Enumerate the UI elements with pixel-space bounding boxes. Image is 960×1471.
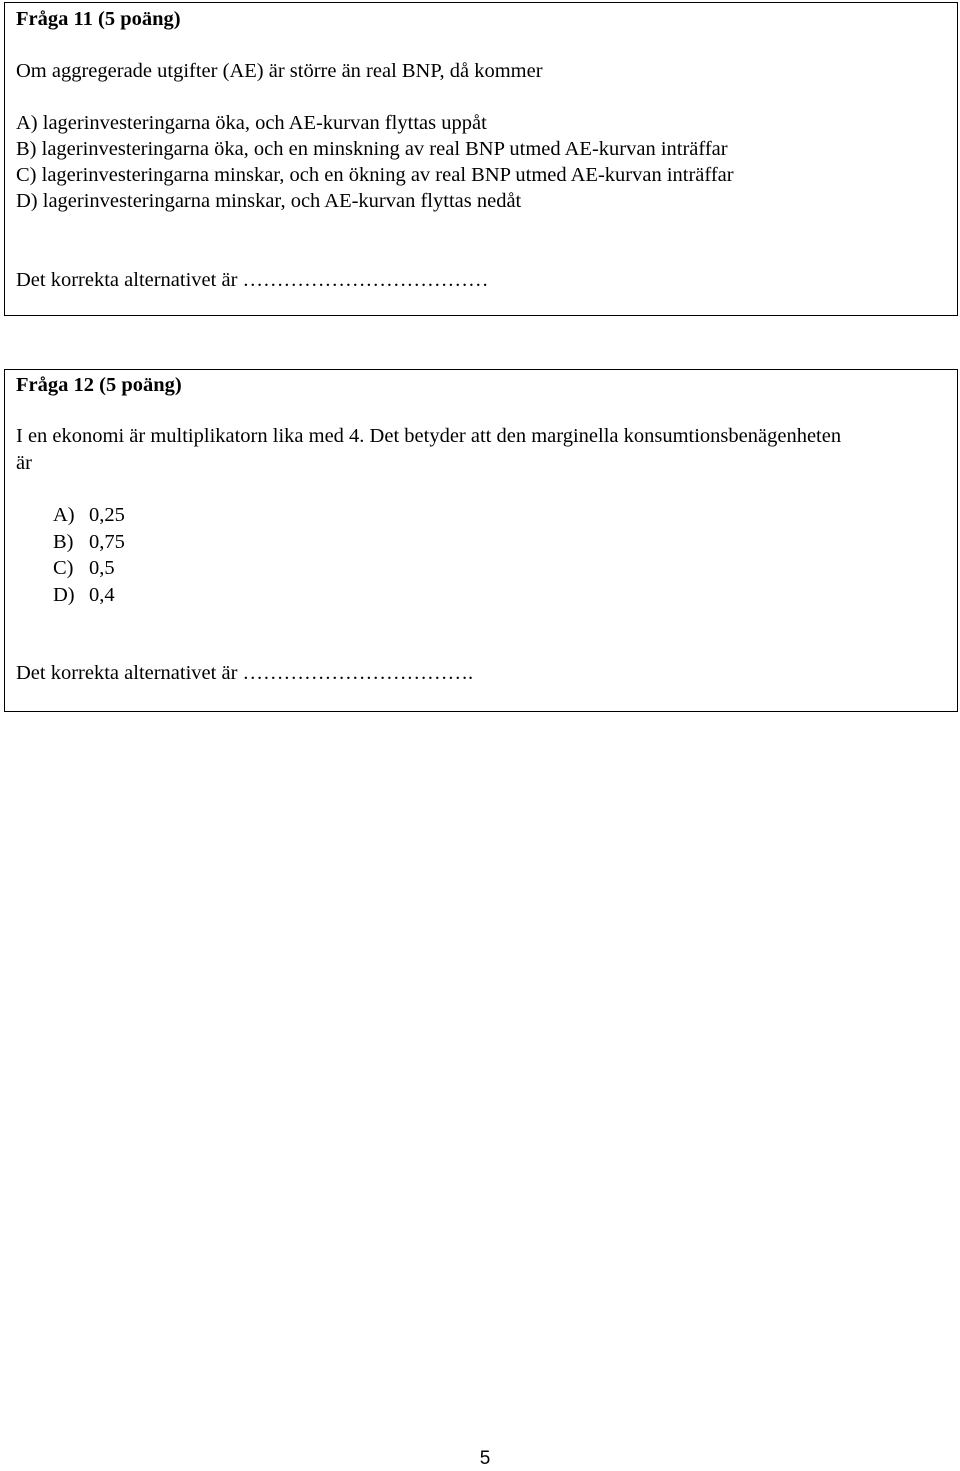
question-11-option-c: C) lagerinvesteringarna minskar, och en ökning av real BNP utmed AE-kurvan inträffar xyxy=(16,164,734,186)
question-12-box xyxy=(4,369,958,712)
question-11-box xyxy=(4,2,958,316)
question-11-option-d: D) lagerinvesteringarna minskar, och AE-kurvan flyttas nedåt xyxy=(16,190,522,212)
question-12-option-d xyxy=(53,583,115,607)
option-letter: D) xyxy=(53,584,75,606)
question-12-option-b xyxy=(53,530,125,554)
question-12-title: Fråga 12 (5 poäng) xyxy=(16,374,182,396)
question-11-text: Om aggregerade utgifter (AE) är större än real BNP, då kommer xyxy=(16,60,543,82)
option-value: 0,75 xyxy=(89,531,125,553)
option-letter: B) xyxy=(53,531,74,553)
option-value: 0,5 xyxy=(89,557,115,579)
question-12-answer-prompt: Det korrekta alternativet är ……………………………. xyxy=(16,662,474,684)
question-11-answer-prompt: Det korrekta alternativet är ……………………………… xyxy=(16,269,489,291)
option-letter: C) xyxy=(53,557,74,579)
question-11-option-a: A) lagerinvesteringarna öka, och AE-kurvan flyttas uppåt xyxy=(16,112,487,134)
option-letter: A) xyxy=(53,504,75,526)
option-value: 0,25 xyxy=(89,504,125,526)
option-value: 0,4 xyxy=(89,584,115,606)
question-12-option-a xyxy=(53,503,125,527)
question-11-title: Fråga 11 (5 poäng) xyxy=(16,8,181,30)
question-12-text-continued: är xyxy=(16,452,32,474)
question-12-text: I en ekonomi är multiplikatorn lika med 4. Det betyder att den marginella konsumtionsbenägenheten xyxy=(16,425,842,447)
question-11-option-b: B) lagerinvesteringarna öka, och en minskning av real BNP utmed AE-kurvan inträffar xyxy=(16,138,728,160)
page-number: 5 xyxy=(479,1448,491,1469)
question-12-option-c xyxy=(53,556,115,580)
